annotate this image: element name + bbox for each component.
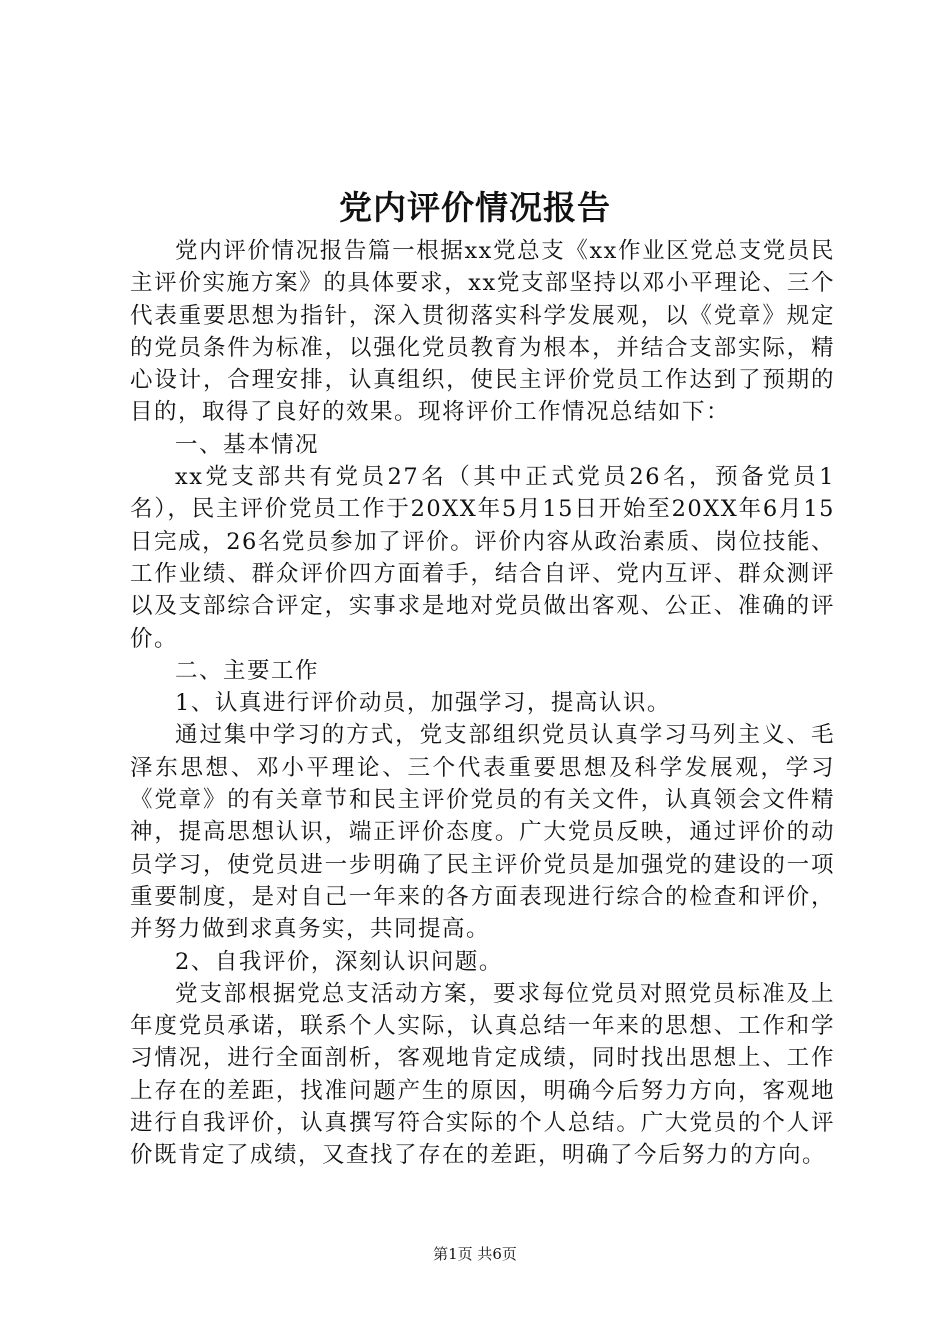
intro-paragraph: 党内评价情况报告篇一根据xx党总支《xx作业区党总支党员民主评价实施方案》的具体要求，xx党支部坚持以邓小平理论、三个代表重要思想为指针，深入贯彻落实科学发展观，以《党章》规定的党员条件为标准，以强化党员教育为根本，并结合支部实际，精心设计，合理安排，认真组织，使民主评价党员工作达到了预期的目的，取得了良好的效果。现将评价工作情况总结如下： <box>130 238 835 426</box>
section-heading-basic-situation: 一、基本情况 <box>175 431 320 458</box>
subheading-mobilization: 1、认真进行评价动员，加强学习，提高认识。 <box>175 690 671 717</box>
self-evaluation-paragraph: 党支部根据党总支活动方案，要求每位党员对照党员标准及上年度党员承诺，联系个人实际，认真总结一年来的思想、工作和学习情况，进行全面剖析，客观地肯定成绩，同时找出思想上、工作上存在的差距，找准问题产生的原因，明确今后努力方向，客观地进行自我评价，认真撰写符合实际的个人总结。广大党员的个人评价既肯定了成绩，又查找了存在的差距，明确了今后努力的方向。 <box>130 980 835 1169</box>
document-title: 党内评价情况报告 <box>339 188 611 227</box>
subheading-self-evaluation: 2、自我评价，深刻认识问题。 <box>175 948 503 975</box>
section-heading-main-work: 二、主要工作 <box>175 657 320 684</box>
basic-situation-paragraph: xx党支部共有党员27名（其中正式党员26名，预备党员1名），民主评价党员工作于20XX年5月15日开始至20XX年6月15日完成，26名党员参加了评价。评价内容从政治素质、岗位技能、工作业绩、群众评价四方面着手，结合自评、党内互评、群众测评以及支部综合评定，实事求是地对党员做出客观、公正、准确的评价。 <box>130 464 835 652</box>
mobilization-paragraph: 通过集中学习的方式，党支部组织党员认真学习马列主义、毛泽东思想、邓小平理论、三个代表重要思想及科学发展观，学习《党章》的有关章节和民主评价党员的有关文件，认真领会文件精神，提高思想认识，端正评价态度。广大党员反映，通过评价的动员学习，使党员进一步明确了民主评价党员是加强党的建设的一项重要制度，是对自己一年来的各方面表现进行综合的检查和评价，并努力做到求真务实，共同提高。 <box>130 722 835 943</box>
page-footer: 第1页 共6页 <box>433 1245 517 1263</box>
document-body <box>130 235 835 1172</box>
